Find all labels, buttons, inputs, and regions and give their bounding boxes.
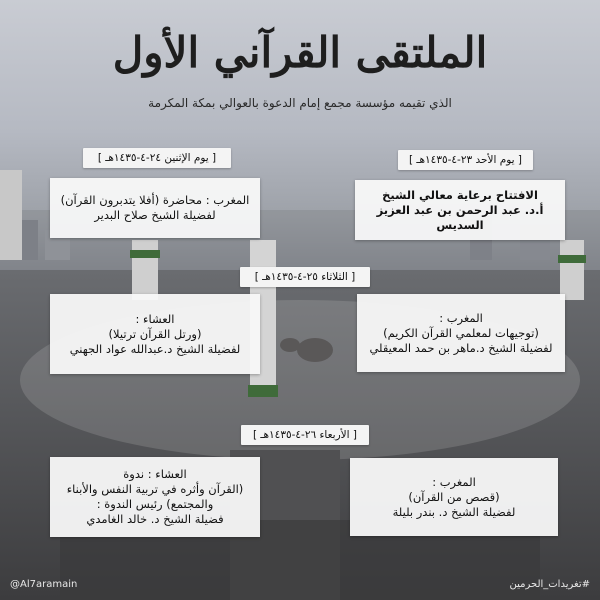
card-line: المغرب : <box>439 310 483 325</box>
card-line: الافتتاح برعاية معالي الشيخ <box>382 187 538 202</box>
card-line: أ.د. عبد الرحمن بن عبد العزيز السديس <box>376 202 544 232</box>
card-monday-isha <box>50 294 260 374</box>
card-line: العشاء : <box>135 311 175 326</box>
card-line: (ورتل القرآن ترتيلا) <box>108 326 202 341</box>
card-line: (القرآن وأثره في تربية النفس والأبناء <box>66 482 244 496</box>
page-title: الملتقى القرآني الأول <box>112 28 488 77</box>
card-line: (قصص من القرآن) <box>408 489 500 504</box>
page-subtitle: الذي تقيمه مؤسسة مجمع إمام الدعوة بالعوالي بمكة المكرمة <box>148 96 452 110</box>
date-label-sunday: [ يوم الأحد ٢٣-٤-١٤٣٥هـ ] <box>398 150 533 170</box>
card-line: لفضيلة الشيخ د. بندر بليلة <box>392 504 516 519</box>
card-wednesday-maghrib <box>350 458 558 536</box>
hashtag: #تغريدات_الحرمين <box>509 579 590 590</box>
date-label-tuesday: [ الثلاثاء ٢٥-٤-١٤٣٥هـ ] <box>240 267 370 287</box>
card-line: العشاء : ندوة <box>123 467 187 481</box>
card-wednesday-isha <box>50 457 260 537</box>
card-line: لفضيلة الشيخ صلاح البدير <box>94 208 216 222</box>
card-sunday-maghrib <box>357 294 565 372</box>
card-line: المغرب : <box>432 474 476 489</box>
card-line: (توجيهات لمعلمي القرآن الكريم) <box>383 325 539 340</box>
card-line: المغرب : محاضرة (أفلا يتدبرون القرآن) <box>60 193 250 207</box>
card-sunday-opening <box>355 180 565 240</box>
card-line: فضيلة الشيخ د. خالد الغامدي <box>86 512 224 526</box>
date-label-wednesday: [ الأربعاء ٢٦-٤-١٤٣٥هـ ] <box>241 425 369 445</box>
date-label-monday: [ يوم الإثنين ٢٤-٤-١٤٣٥هـ ] <box>83 148 231 168</box>
card-monday-maghrib <box>50 178 260 238</box>
card-line: لفضيلة الشيخ د.عبدالله عواد الجهني <box>69 341 241 356</box>
card-line: والمجتمع) رئيس الندوة : <box>96 497 214 511</box>
card-line: لفضيلة الشيخ د.ماهر بن حمد المعيقلي <box>369 340 553 355</box>
twitter-handle: @Al7aramain <box>10 579 78 590</box>
